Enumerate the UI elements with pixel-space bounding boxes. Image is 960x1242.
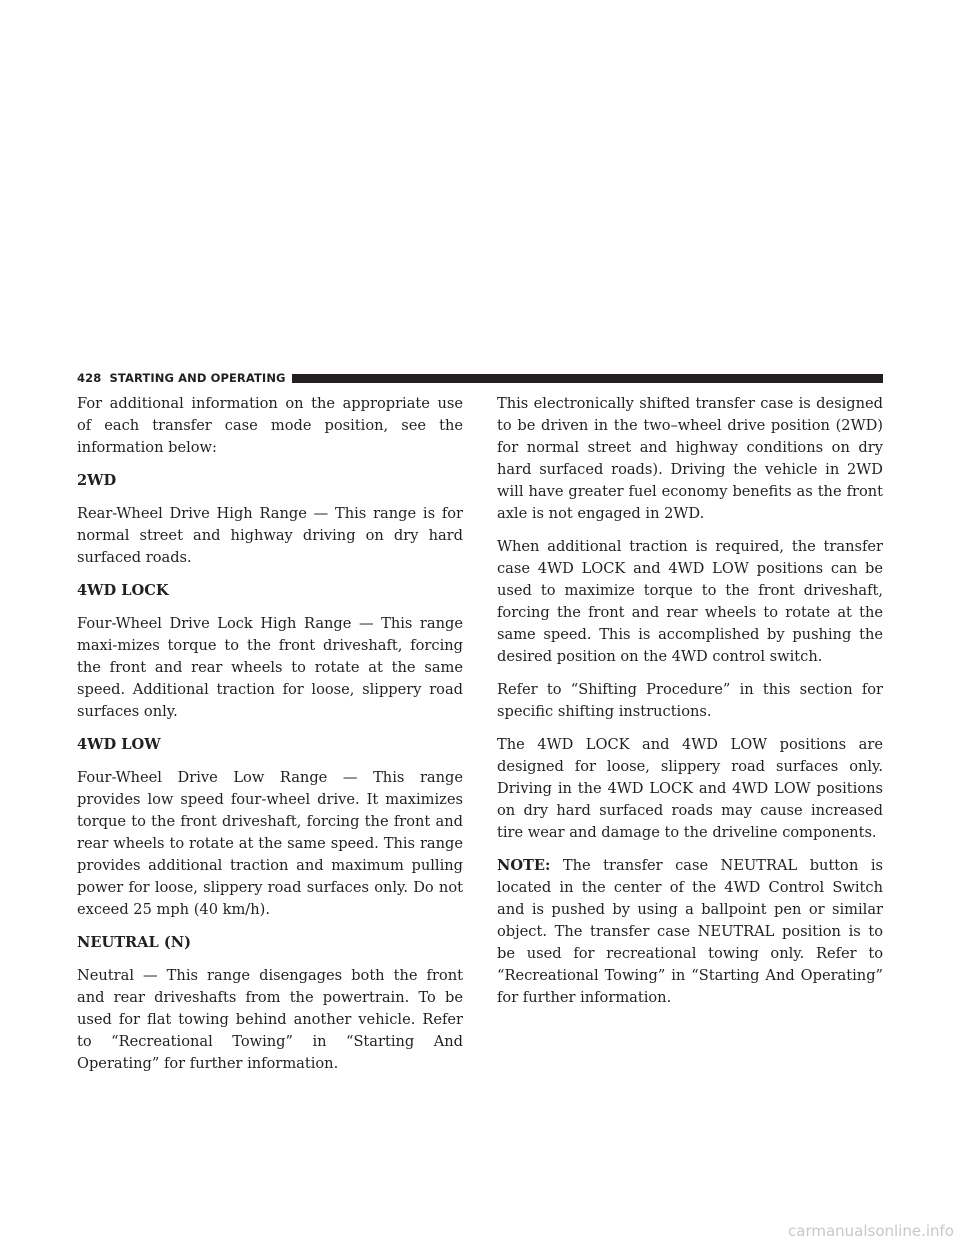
- header-spacer: [101, 371, 109, 385]
- page-header: [77, 371, 883, 385]
- paragraph-4wd-low: Four-Wheel Drive Low Range — This range provides low speed four-wheel drive. It maximizes torque to the front driveshaft, forcing the front and rear wheels to rotate at the same speed. This range provides additional traction and maximum pulling power for loose, slippery road surfaces only. Do not exceed 25 mph (40 km/h).: [77, 769, 463, 918]
- heading-neutral: NEUTRAL (N): [77, 934, 191, 951]
- right-column: [497, 393, 883, 1020]
- header-rule: [292, 374, 883, 383]
- page-number: 428: [77, 371, 102, 385]
- heading-2wd: 2WD: [77, 472, 117, 489]
- paragraph-2wd: Rear-Wheel Drive High Range — This range is for normal street and highway driving on dry hard surfaced roads.: [77, 505, 463, 566]
- note-text: The transfer case NEUTRAL button is located in the center of the 4WD Control Switch and is pushed by using a ballpoint pen or similar object. The transfer case NEUTRAL position is to be used for recreational towing only. Refer to “Recreational Towing” in “Starting And Operating” for further information.: [497, 857, 883, 1006]
- left-column: [77, 393, 463, 1086]
- heading-4wd-lock: 4WD LOCK: [77, 582, 169, 599]
- paragraph-neutral: Neutral — This range disengages both the front and rear driveshafts from the powertrain. To be used for flat towing behind another vehicle. Refer to “Recreational Towing” in “Starting And Operating” for further information.: [77, 967, 463, 1072]
- paragraph-additional-traction: When additional traction is required, the transfer case 4WD LOCK and 4WD LOW positions can be used to maximize torque to the front driveshaft, forcing the front and rear wheels to rotate at the same speed. This is accomplished by pushing the desired position on the 4WD control switch.: [497, 538, 883, 665]
- paragraph-shifting-procedure: Refer to “Shifting Procedure” in this section for specific shifting instructions.: [497, 681, 883, 720]
- paragraph-electronic-shift: This electronically shifted transfer case is designed to be driven in the two–wheel drive position (2WD) for normal street and highway conditions on dry hard surfaced roads). Driving the vehicle in 2WD will have greater fuel economy benefits as the front axle is not engaged in 2WD.: [497, 395, 883, 522]
- heading-4wd-low: 4WD LOW: [77, 736, 161, 753]
- watermark-text: carmanualsonline.info: [788, 1222, 954, 1240]
- paragraph-4wd-lock: Four-Wheel Drive Lock High Range — This range maxi-mizes torque to the front driveshaft, forcing the front and rear wheels to rotate at the same speed. Additional traction for loose, slippery road surfaces only.: [77, 615, 463, 720]
- paragraph-slippery-surfaces: The 4WD LOCK and 4WD LOW positions are designed for loose, slippery road surfaces only. Driving in the 4WD LOCK and 4WD LOW positions on dry hard surfaced roads may cause increased tire wear and damage to the driveline components.: [497, 736, 883, 841]
- section-title: STARTING AND OPERATING: [109, 371, 286, 385]
- note-label: NOTE:: [497, 857, 551, 874]
- note-paragraph: [497, 855, 883, 1009]
- intro-paragraph: For additional information on the appropriate use of each transfer case mode position, see the information below:: [77, 395, 463, 456]
